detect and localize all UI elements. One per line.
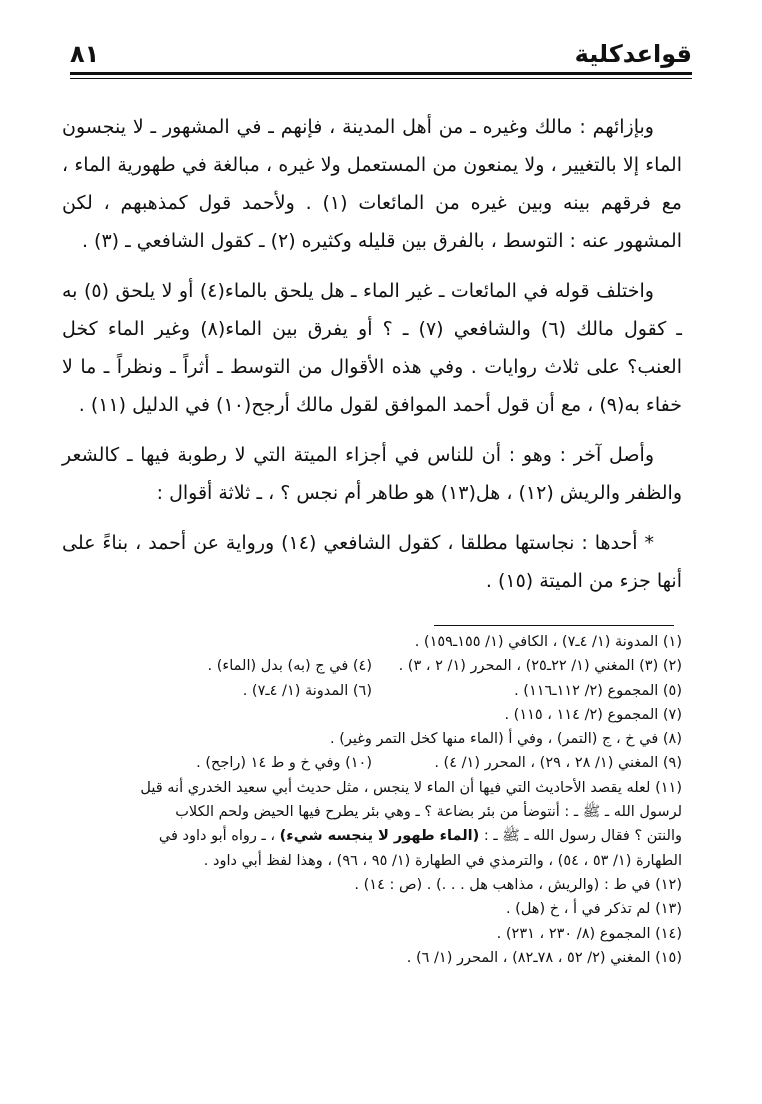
footnote-13: (١٣) لم تذكر في أ ، خ (هل) . (505, 901, 682, 918)
footnote-9: (٩) المغني (١/ ٢٨ ، ٢٩) ، المحرر (١/ ٤) . (434, 755, 682, 772)
footnote-12: (١٢) في ط : (والريش ، مذاهب هل . . .) . (ص : ١٤) . (354, 876, 682, 893)
footnote-11-line-1: (١١) لعله يقصد الأحاديث التي فيها أن الماء لا ينجس ، مثل حديث أبي سعيد الخدري أنه قيل (140, 779, 682, 796)
footnote-row-9-10 (62, 751, 682, 775)
footnote-row-2-4 (62, 654, 682, 678)
main-text (62, 108, 682, 612)
footnote-11-line-3 (62, 824, 682, 848)
page-number: ٨١ (70, 40, 100, 68)
header-rule-thin (70, 78, 692, 79)
paragraph-2: واختلف قوله في المائعات ـ غير الماء ـ هل يلحق بالماء(٤) أو لا يلحق (٥) به ـ كقول مالك (٦) والشافعي (٧) ـ ؟ أو يفرق بين الماء(٨) وغير الماء كخل العنب؟ على ثلاث روايات . وفي هذه الأقوال من التوسط ـ أثراً ـ ونظراً ـ ما لا خفاء به(٩) ، مع أن قول أحمد الموافق لقول مالك أرجح(١٠) في الدليل (١١) . (62, 280, 682, 416)
footnote-14: (١٤) المجموع (٨/ ٢٣٠ ، ٢٣١) . (496, 925, 682, 942)
footnote-10: (١٠) وفي خ و ط ١٤ (راجح) . (196, 755, 372, 772)
footnote-11-text-c: ، ـ رواه أبو داود في (158, 828, 276, 845)
footnote-15: (١٥) المغني (٢/ ٥٢ ، ٧٨ـ٨٢) ، المحرر (١/ ٦) . (406, 949, 682, 966)
paragraph-3: وأصل آخر : وهو : أن للناس في أجزاء الميتة التي لا رطوبة فيها ـ كالشعر والظفر والريش (١٢) ، هل(١٣) هو طاهر أم نجس ؟ ، ـ ثلاثة أقوال : (62, 444, 682, 504)
footnote-8: (٨) في خ ، ج (التمر) ، وفي أ (الماء منها كخل التمر وغير) . (330, 731, 682, 748)
paragraph-4: * أحدها : نجاستها مطلقا ، كقول الشافعي (١٤) ورواية عن أحمد ، بناءً على أنها جزء من الميتة (١٥) . (62, 532, 682, 592)
running-title: قواعدكلية (574, 40, 692, 68)
paragraph-1: وبإزائهم : مالك وغيره ـ من أهل المدينة ، فإنهم ـ في المشهور ـ لا ينجسون الماء إلا بالتغيير ، ولا يمنعون من المستعمل ولا غيره ، مبالغة في طهورية الماء ، مع فرقهم بينه وبين غيره من المائعات (١) . ولأحمد قول كمذهبهم ، لكن المشهور عنه : التوسط ، بالفرق بين قليله وكثيره (٢) ـ كقول الشافعي ـ (٣) . (62, 116, 682, 252)
footnote-11-line-2: لرسول الله ـ ﷺ ـ : أنتوضأ من بئر بضاعة ؟ ـ وهي بئر يطرح فيها الحيض ولحم الكلاب (175, 804, 682, 821)
footnote-6: (٦) المدونة (١/ ٤ـ٧) . (242, 682, 372, 699)
footnote-separator (434, 625, 674, 626)
footnote-7: (٧) المجموع (٢/ ١١٤ ، ١١٥) . (504, 706, 682, 723)
header-rule (70, 72, 692, 75)
footnote-1: (١) المدونة (١/ ٤ـ٧) ، الكافي (١/ ١٥٥ـ١٥٩) . (414, 634, 682, 650)
footnote-2-3: (٢) (٣) المغني (١/ ٢٢ـ٢٥) ، المحرر (١/ ٢ ، ٣) . (398, 658, 682, 675)
footnote-11-line-4: الطهارة (١/ ٥٣ ، ٥٤) ، والترمذي في الطهارة (١/ ٩٥ ، ٩٦) ، وهذا لفظ أبي داود . (203, 852, 682, 869)
footnote-row-5-6 (62, 679, 682, 703)
footnote-5: (٥) المجموع (٢/ ١١٢ـ١١٦) . (514, 682, 682, 699)
footnote-11-text-a: والنتن ؟ فقال رسول الله ـ ﷺ ـ : (483, 828, 682, 845)
footnote-4: (٤) في ج (به) بدل (الماء) . (207, 658, 372, 675)
footnotes (62, 630, 682, 970)
hadith-quote: (الماء طهور لا ينجسه شيء) (279, 828, 480, 845)
